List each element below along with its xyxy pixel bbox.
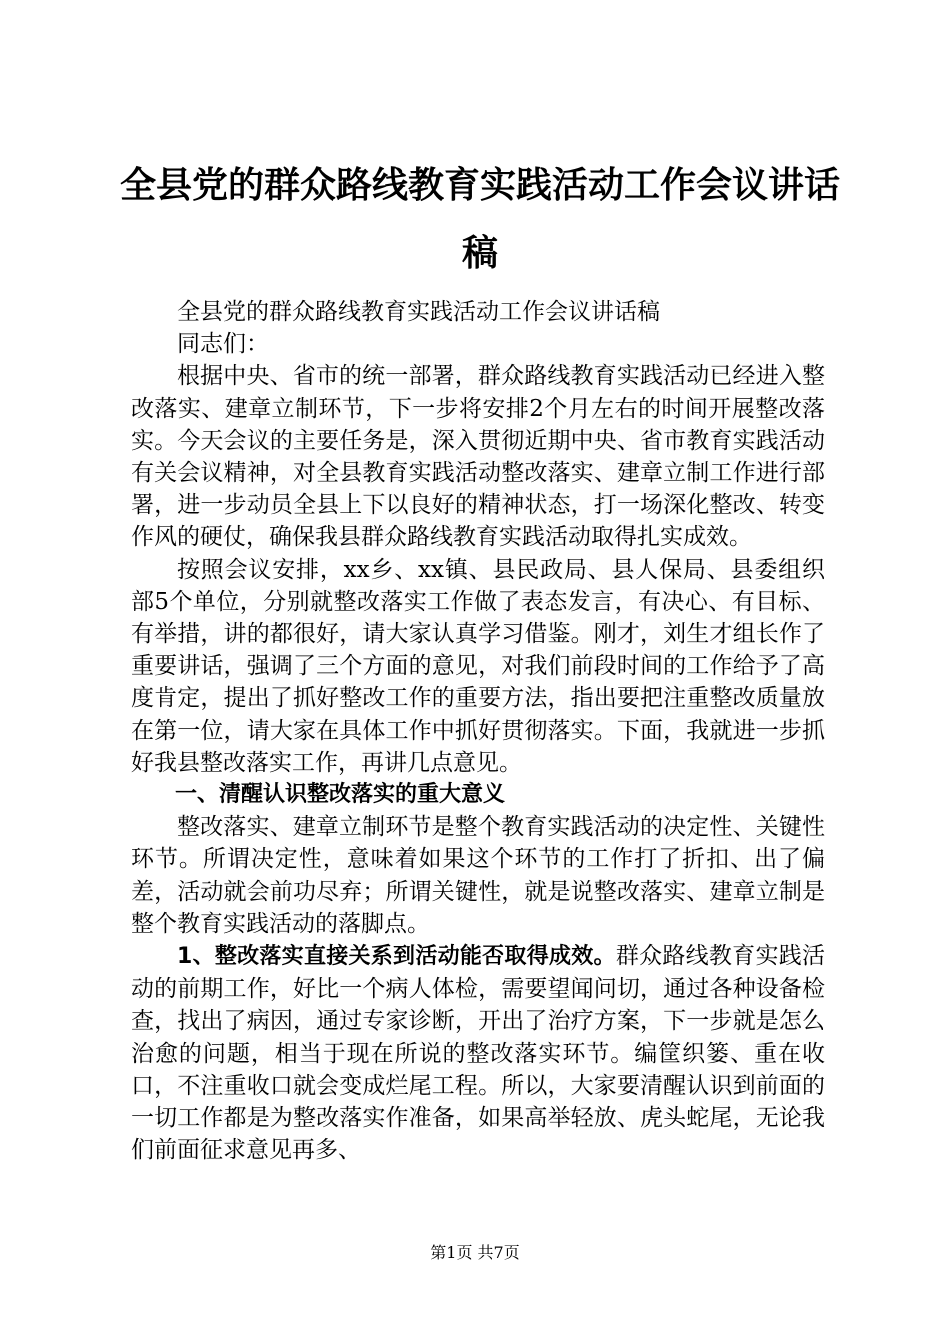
section-heading: 一、清醒认识整改落实的重大意义 [175, 782, 506, 808]
document-body [131, 296, 825, 1166]
point-paragraph [131, 940, 825, 1166]
page-footer: 第1页 共7页 [430, 1243, 520, 1262]
body-paragraph: 整改落实、建章立制环节是整个教育实践活动的决定性、关键性环节。所谓决定性，意味着如果这个环节的工作打了折扣、出了偏差，活动就会前功尽弃；所谓关键性，就是说整改落实、建章立制是整个教育实践活动的落脚点。 [131, 814, 825, 937]
subtitle-paragraph: 全县党的群众路线教育实践活动工作会议讲话稿 [177, 299, 660, 325]
point-lead: 1、整改落实直接关系到活动能否取得成效。 [177, 944, 616, 970]
document-title: 全县党的群众路线教育实践活动工作会议讲话稿 [119, 165, 840, 274]
body-paragraph: 按照会议安排，xx乡、xx镇、县民政局、县人保局、县委组织部5个单位，分别就整改落实工作做了表态发言，有决心、有目标、有举措，讲的都很好，请大家认真学习借鉴。刚才，刘生才组长作了重要讲话，强调了三个方面的意见，对我们前段时间的工作给予了高度肯定，提出了抓好整改工作的重要方法，指出要把注重整改质量放在第一位，请大家在具体工作中抓好贯彻落实。下面，我就进一步抓好我县整改落实工作，再讲几点意见。 [131, 556, 825, 776]
body-paragraph: 根据中央、省市的统一部署，群众路线教育实践活动已经进入整改落实、建章立制环节，下一步将安排2个月左右的时间开展整改落实。今天会议的主要任务是，深入贯彻近期中央、省市教育实践活动有关会议精神，对全县教育实践活动整改落实、建章立制工作进行部署，进一步动员全县上下以良好的精神状态，打一场深化整改、转变作风的硬仗，确保我县群众路线教育实践活动取得扎实成效。 [131, 363, 825, 551]
salutation-paragraph: 同志们： [177, 331, 269, 358]
point-text: 群众路线教育实践活动的前期工作，好比一个病人体检，需要望闻问切，通过各种设备检查，找出了病因，通过专家诊断，开出了治疗方案，下一步就是怎么治愈的问题，相当于现在所说的整改落实环节。编筐织篓、重在收口，不注重收口就会变成烂尾工程。所以，大家要清醒认识到前面的一切工作都是为整改落实作准备，如果高举轻放、虎头蛇尾，无论我们前面征求意见再多、 [131, 943, 826, 1164]
